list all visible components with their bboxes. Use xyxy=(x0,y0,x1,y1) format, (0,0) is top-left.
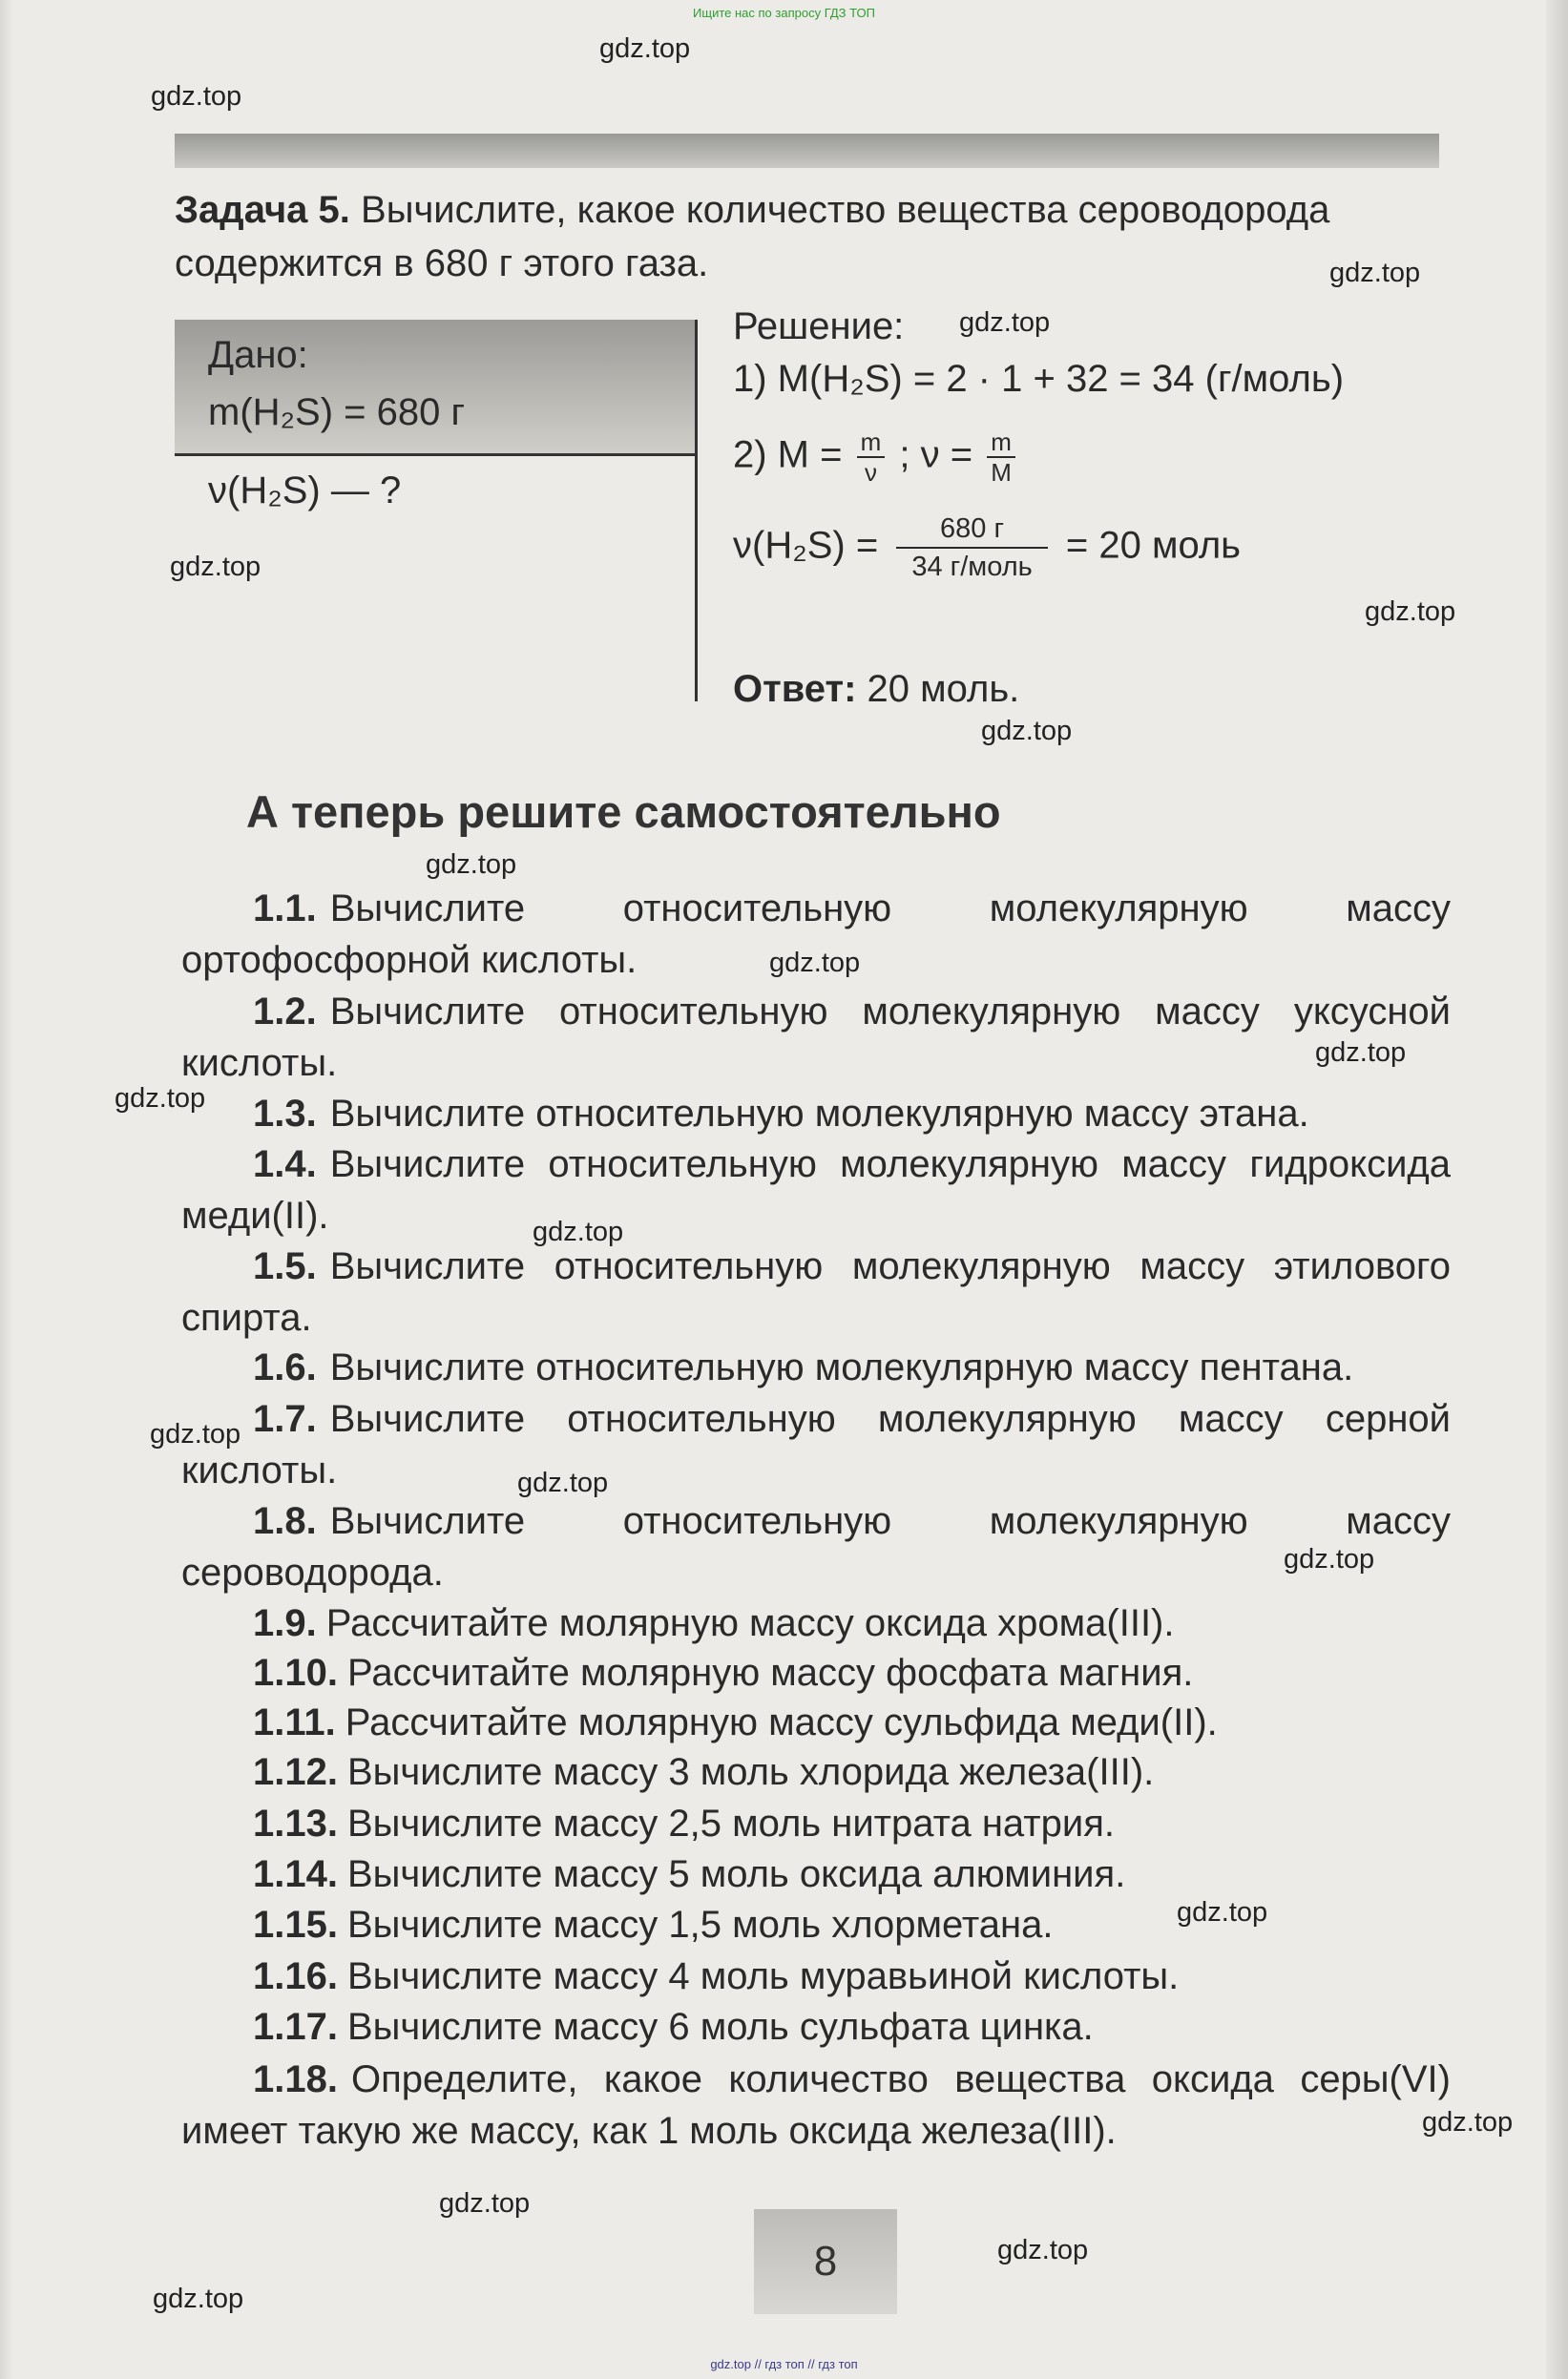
solution-line-2-mid: ; ν = xyxy=(899,433,973,476)
task5-title xyxy=(175,183,1444,290)
task5-text: Вычислите, какое количество вещества сероводорода содержится в 680 г этого газа. xyxy=(175,189,1330,284)
watermark: gdz.top xyxy=(959,307,1051,338)
watermark: gdz.top xyxy=(439,2188,531,2219)
solution-line-3-result: = 20 моль xyxy=(1065,524,1242,567)
task-item: 1.13. Вычислите массу 2,5 моль нитрата натрия. xyxy=(253,1803,1115,1845)
given-label: Дано: xyxy=(208,334,308,376)
fraction-m-over-nu: $\frac{m}{\nu}$ xyxy=(857,428,886,487)
watermark: gdz.top xyxy=(1329,258,1421,288)
task-item: 1.9. Рассчитайте молярную массу оксида хрома(III). xyxy=(253,1602,1175,1644)
solution-line-2-prefix: 2) M = xyxy=(733,433,843,476)
watermark: gdz.top xyxy=(769,948,861,978)
task-item: 1.17. Вычислите массу 6 моль сульфата цинка. xyxy=(253,2006,1094,2048)
section-heading: А теперь решите самостоятельно xyxy=(246,786,1001,837)
task-item: 1.10. Рассчитайте молярную массу фосфата магния. xyxy=(253,1652,1194,1694)
page-number: 8 xyxy=(754,2209,897,2314)
page-edge-left xyxy=(0,0,13,2379)
bottom-banner[interactable]: gdz.top // гдз топ // гдз топ xyxy=(710,2357,858,2371)
watermark: gdz.top xyxy=(1177,1897,1268,1928)
task-item: 1.16. Вычислите массу 4 моль муравьиной кислоты. xyxy=(253,1955,1180,1997)
watermark: gdz.top xyxy=(997,2235,1089,2265)
given-mass: m(H₂S) = 680 г xyxy=(208,391,466,433)
answer-value: 20 моль. xyxy=(867,668,1020,710)
task5-label: Задача 5. xyxy=(175,189,350,231)
watermark: gdz.top xyxy=(533,1217,624,1247)
solution-line-3-prefix: ν(H₂S) = xyxy=(733,524,879,567)
given-divider-horizontal xyxy=(175,453,695,456)
watermark: gdz.top xyxy=(981,716,1073,746)
watermark: gdz.top xyxy=(517,1468,609,1498)
solution-label: Решение: xyxy=(733,305,905,347)
task-item: 1.14. Вычислите массу 5 моль оксида алюминия. xyxy=(253,1853,1126,1895)
answer xyxy=(733,668,1019,711)
solution-line-3 xyxy=(733,511,1241,585)
task-item: 1.15. Вычислите массу 1,5 моль хлорметана. xyxy=(253,1904,1054,1946)
fraction-mass-over-molar: $\frac{680 г}{\text{34 г/моль}}$ xyxy=(896,511,1047,585)
watermark: gdz.top xyxy=(170,552,261,582)
task-item: 1.2. Вычислите относительную молекулярную массу уксусной кислоты. xyxy=(181,991,1451,1084)
task-item: 1.1. Вычислите относительную молекулярную массу ортофосфорной кислоты. xyxy=(181,887,1451,981)
watermark: gdz.top xyxy=(1284,1544,1375,1575)
watermark: gdz.top xyxy=(599,33,691,64)
task-item: 1.18. Определите, какое количество вещества оксида серы(VI) имеет такую же массу, как 1 моль оксида железа(III). xyxy=(181,2058,1451,2152)
watermark: gdz.top xyxy=(1315,1037,1407,1068)
top-banner[interactable]: Ищите нас по запросу ГДЗ ТОП xyxy=(693,6,875,20)
task-item: 1.4. Вычислите относительную молекулярную массу гидроксида меди(II). xyxy=(181,1143,1451,1237)
task-item: 1.12. Вычислите массу 3 моль хлорида железа(III). xyxy=(253,1751,1155,1793)
task-item: 1.11. Рассчитайте молярную массу сульфида меди(II). xyxy=(253,1701,1218,1743)
solution-line-2 xyxy=(733,428,1019,487)
answer-label: Ответ: xyxy=(733,668,857,710)
given-divider-vertical xyxy=(695,320,698,701)
watermark: gdz.top xyxy=(115,1083,206,1114)
task-item: 1.3. Вычислите относительную молекулярную массу этана. xyxy=(253,1093,1309,1135)
watermark: gdz.top xyxy=(1422,2107,1514,2138)
task-item: 1.6. Вычислите относительную молекулярную массу пентана. xyxy=(253,1346,1354,1388)
watermark: gdz.top xyxy=(151,81,242,112)
page-edge-right xyxy=(1546,0,1568,2379)
watermark: gdz.top xyxy=(150,1419,241,1450)
header-strip xyxy=(175,134,1439,168)
watermark: gdz.top xyxy=(1365,596,1456,627)
task-item: 1.5. Вычислите относительную молекулярную массу этилового спирта. xyxy=(181,1245,1451,1339)
watermark: gdz.top xyxy=(426,849,517,880)
fraction-m-over-M: $\frac{m}{M}$ xyxy=(987,428,1015,487)
task-item: 1.8. Вычислите относительную молекулярную массу сероводорода. xyxy=(181,1500,1451,1594)
task-item: 1.7. Вычислите относительную молекулярную массу серной кислоты. xyxy=(181,1398,1451,1492)
solution-line-1: 1) M(H₂S) = 2 · 1 + 32 = 34 (г/моль) xyxy=(733,358,1345,400)
given-find: ν(H₂S) — ? xyxy=(208,470,402,511)
watermark: gdz.top xyxy=(153,2284,244,2314)
